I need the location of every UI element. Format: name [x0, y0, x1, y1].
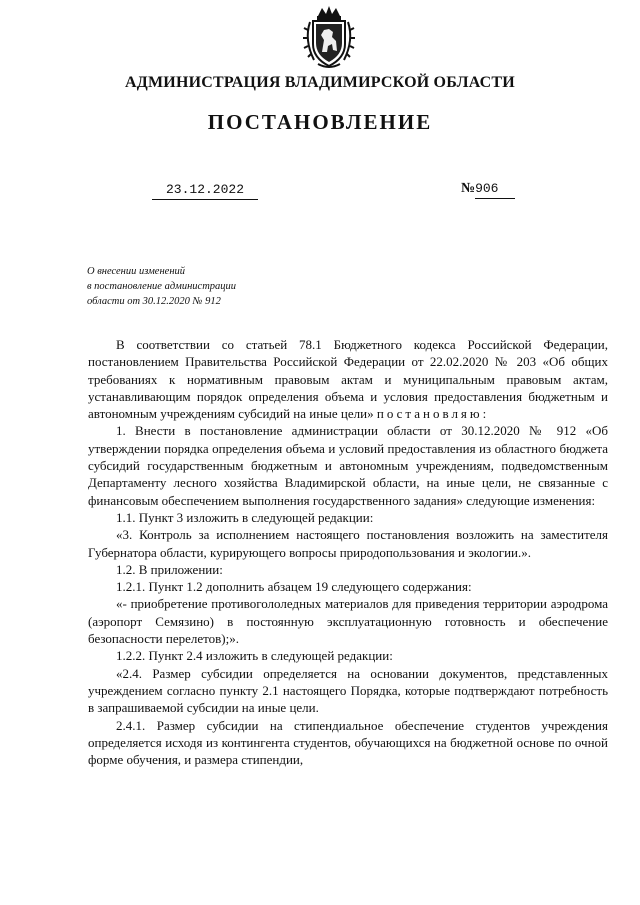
- number-label: №: [461, 181, 476, 196]
- subject-line: О внесении изменений: [87, 266, 186, 277]
- document-date: 23.12.2022: [152, 182, 258, 200]
- paragraph-1-2: 1.2. В приложении:: [116, 561, 223, 577]
- paragraph-2-4-1: 2.4.1. Размер субсидии на стипендиальное обеспечение студентов учреждения определяется исходя из контингента студентов, обучающихся на бюджетной основе по очной форме обучения, и размера стипендии,: [88, 717, 608, 768]
- number-value: 906: [475, 181, 515, 199]
- paragraph-1-2-1-text: «- приобретение противогололедных материалов для приведения территории аэродрома (аэропорт Семязино) в постоянную эксплуатационную готовность и обеспечение безопасности перелетов);».: [88, 596, 608, 647]
- paragraph-1: 1. Внести в постановление администрации области от 30.12.2020 № 912 «Об утверждении порядка определения объема и условий предоставления из областного бюджета субсидий государственным бюджетным и автономным учреждениям, подведомственным Департаменту лесного хозяйства Владимирской области, на иные цели, не связанные с финансовым обеспечением выполнения государственного задания» следующие изменения:: [88, 423, 608, 508]
- paragraph-1-2-2: 1.2.2. Пункт 2.4 изложить в следующей редакции:: [116, 648, 393, 664]
- paragraph-1-2-1: 1.2.1. Пункт 1.2 дополнить абзацем 19 следующего содержания:: [116, 579, 472, 595]
- preamble-text: В соответствии со статьей 78.1 Бюджетного кодекса Российской Федерации, постановлением Правительства Российской Федерации от 22.02.2020 № 203 «Об общих требованиях к нормативным правовым актам и муниципальным правовым актам, устанавливающим порядок определения объема и условия предоставления бюджетным и автономным учреждениям субсидий на иные цели»: [88, 337, 608, 422]
- document-type: ПОСТАНОВЛЕНИЕ: [207, 110, 433, 134]
- subject-line: в постановление администрации: [87, 281, 237, 292]
- agency-name: АДМИНИСТРАЦИЯ ВЛАДИМИРСКОЙ ОБЛАСТИ: [125, 74, 515, 91]
- paragraph-2-4: «2.4. Размер субсидии определяется на основании документов, представленных учреждением согласно пункту 2.1 настоящего Порядка, которые подтверждают потребность в запрашиваемой субсидии на иные цели.: [88, 665, 608, 716]
- subject-block: [87, 264, 317, 309]
- paragraph-1-1: 1.1. Пункт 3 изложить в следующей редакции:: [116, 509, 374, 525]
- paragraph-1-1-text: «3. Контроль за исполнением настоящего постановления возложить на заместителя Губернатора области, курирующего вопросы природопользования и экологии.».: [88, 527, 608, 560]
- subject-line: области от 30.12.2020 № 912: [87, 296, 221, 307]
- document-body: [88, 336, 608, 768]
- document-number: [461, 181, 515, 199]
- vladimir-coat-of-arms-icon: [300, 4, 358, 70]
- preamble-paragraph: [88, 336, 608, 422]
- decree-word: постановляю:: [376, 406, 490, 422]
